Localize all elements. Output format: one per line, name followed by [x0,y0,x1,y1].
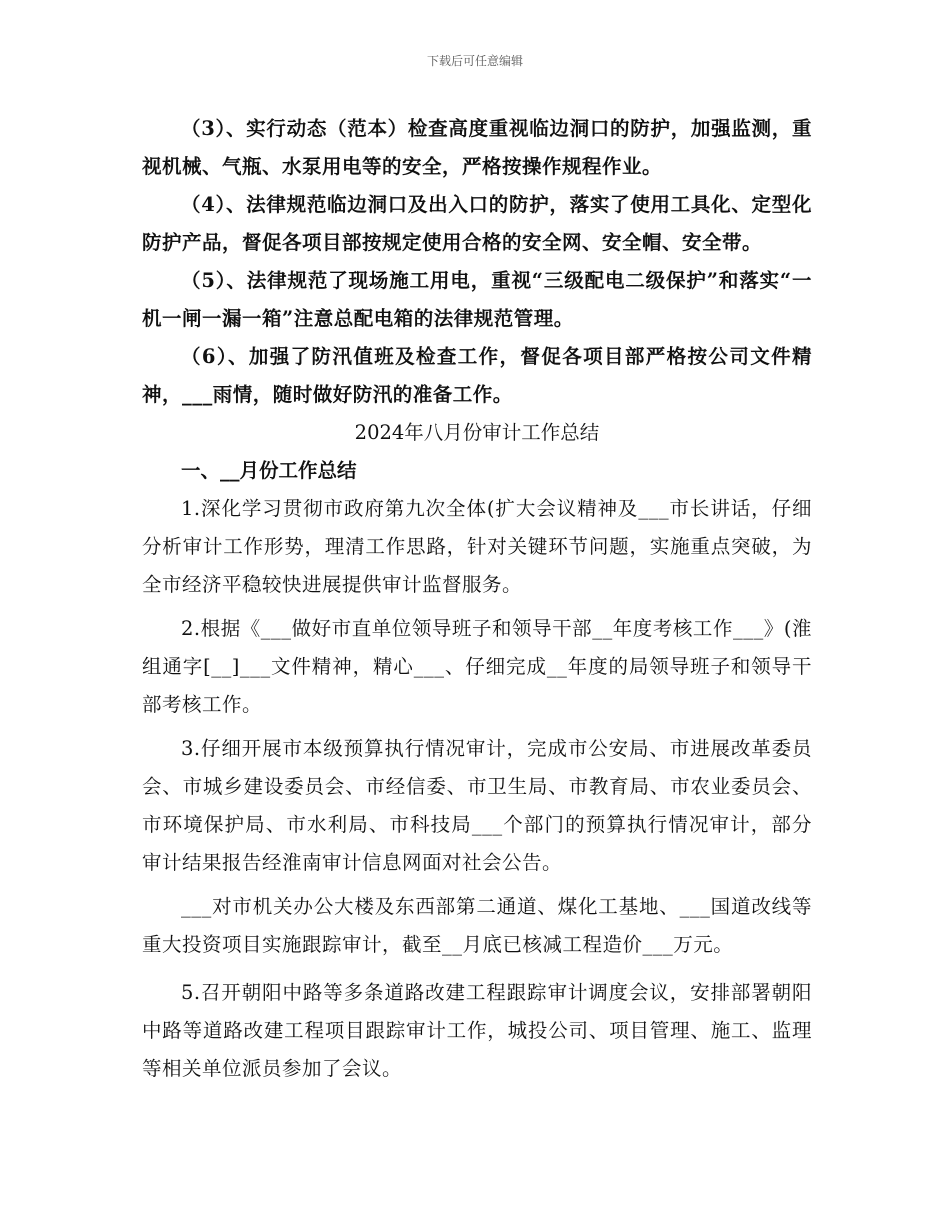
list-item: （6）、加强了防汛值班及检查工作，督促各项目部严格按公司文件精神，___雨情，随时做好防汛的准备工作。 [142,345,812,406]
paragraph: ___对市机关办公大楼及东西部第二通道、煤化工基地、___国道改线等重大投资项目实施跟踪审计，截至__月底已核减工程造价___万元。 [142,895,812,956]
document-body [142,110,812,1088]
list-item: （3）、实行动态（范本）检查高度重视临边洞口的防护，加强监测，重视机械、气瓶、水泵用电等的安全，严格按操作规程作业。 [142,117,812,178]
paragraph: 1.深化学习贯彻市政府第九次全体(扩大会议精神及___市长讲话，仔细分析审计工作形势，理清工作思路，针对关键环节问题，实施重点突破，为全市经济平稳较快进展提供审计监督服务。 [142,497,812,596]
paragraph: 5.召开朝阳中路等多条道路改建工程跟踪审计调度会议，安排部署朝阳中路等道路改建工程项目跟踪审计工作，城投公司、项目管理、施工、监理等相关单位派员参加了会议。 [142,981,812,1080]
paragraph: 2.根据《___做好市直单位领导班子和领导干部__年度考核工作___》(淮组通字[__]___文件精神，精心___、仔细完成__年度的局领导班子和领导干部考核工作。 [142,617,812,716]
page-header: 下载后可任意编辑 [426,54,523,68]
section-heading: 一、__月份工作总结 [181,459,357,482]
paragraph: 3.仔细开展市本级预算执行情况审计，完成市公安局、市进展改革委员会、市城乡建设委员会、市经信委、市卫生局、市教育局、市农业委员会、市环境保护局、市水利局、市科技局___个部门的预算执行情况审计，部分审计结果报告经淮南审计信息网面对社会公告。 [142,737,812,874]
list-item: （5）、法律规范了现场施工用电，重视“三级配电二级保护”和落实“一机一闸一漏一箱”注意总配电箱的法律规范管理。 [142,269,812,330]
list-item: （4）、法律规范临边洞口及出入口的防护，落实了使用工具化、定型化防护产品，督促各项目部按规定使用合格的安全网、安全帽、安全带。 [142,193,812,254]
document-title: 2024年八月份审计工作总结 [354,421,600,444]
